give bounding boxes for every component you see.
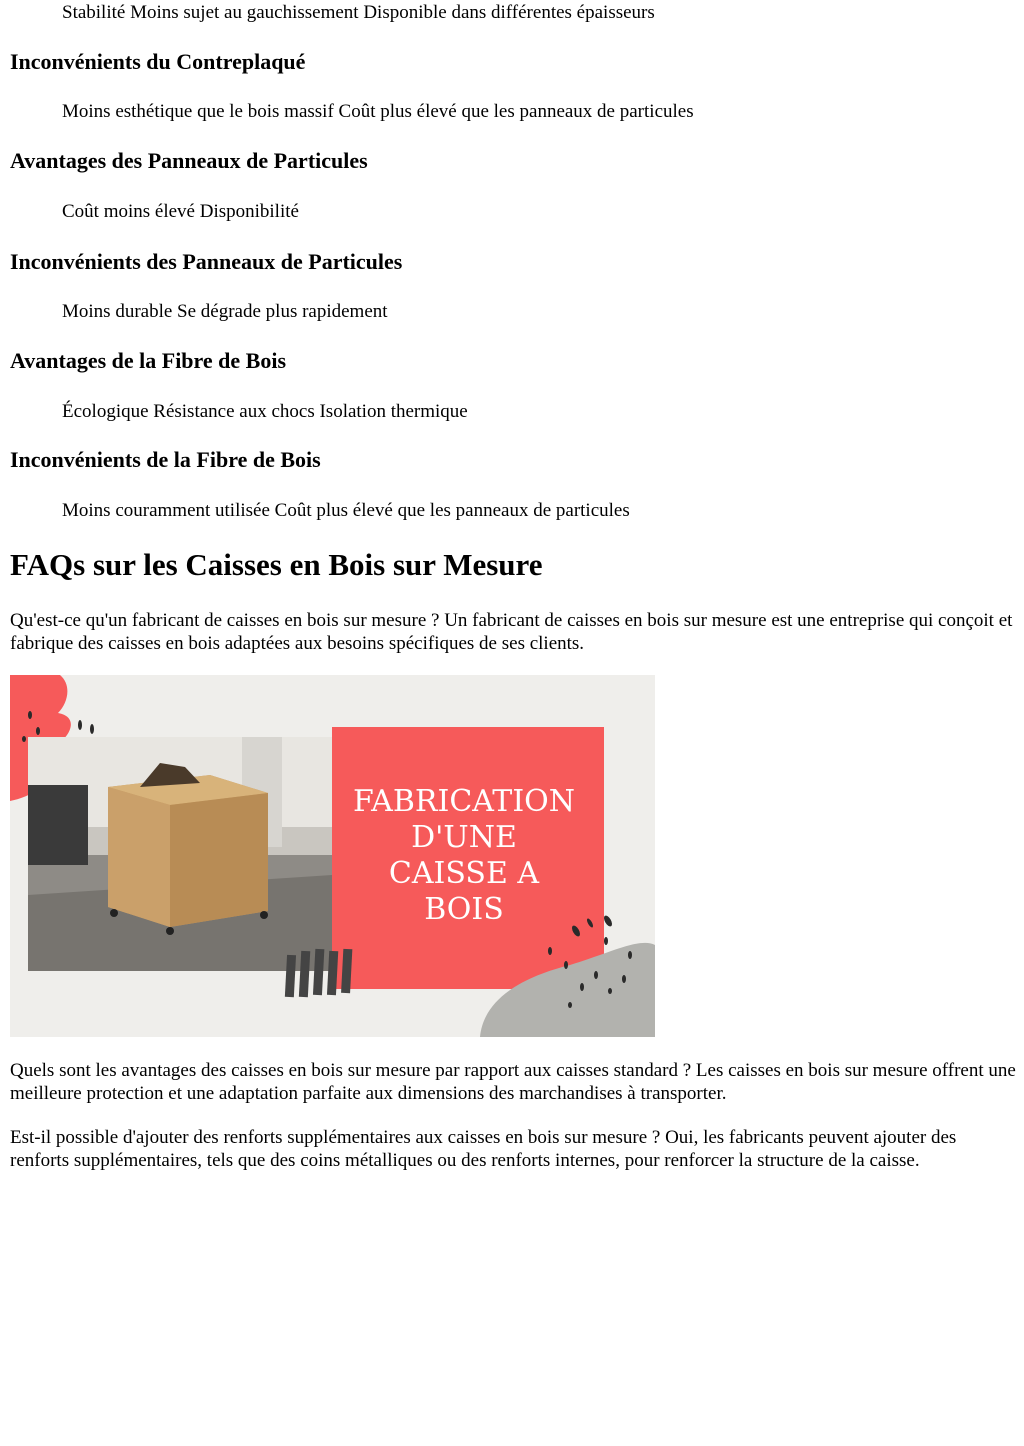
faq-question-3: Est-il possible d'ajouter des renforts supplémentaires aux caisses en bois sur mesure ? Oui, les fabricants peuvent ajouter des renforts supplémentaires, tels que des coins métalliques ou des renforts internes, pour renforcer la structure de la caisse.: [10, 1127, 957, 1171]
faq-question-1: Qu'est-ce qu'un fabricant de caisses en bois sur mesure ? Un fabricant de caisses en bois sur mesure est une entreprise qui conçoit et fabrique des caisses en bois adaptées aux besoins spécifiques de ses clients.: [10, 610, 1013, 654]
faq-question-2: Quels sont les avantages des caisses en bois sur mesure par rapport aux caisses standard ? Les caisses en bois sur mesure offrent une meilleure protection et une adaptation parfaite aux dimensions des marchandises à transporter.: [10, 1060, 1016, 1104]
section-heading: Avantages de la Fibre de Bois: [10, 348, 287, 373]
section-text: Écologique Résistance aux chocs Isolation thermique: [62, 401, 468, 422]
faq-title: FAQs sur les Caisses en Bois sur Mesure: [10, 547, 543, 582]
section-text: Moins couramment utilisée Coût plus élevé que les panneaux de particules: [62, 500, 630, 521]
banner-title-line: D'UNE: [411, 820, 517, 855]
banner-image: [10, 675, 655, 1037]
section-text: Moins esthétique que le bois massif Coût plus élevé que les panneaux de particules: [62, 101, 694, 122]
section-heading: Inconvénients des Panneaux de Particules: [10, 249, 403, 274]
banner-title-line: BOIS: [424, 892, 504, 927]
section-heading: Inconvénients de la Fibre de Bois: [10, 447, 321, 472]
section-text: Moins durable Se dégrade plus rapidement: [62, 301, 388, 322]
banner-title-line: FABRICATION: [352, 784, 576, 819]
section-text: Coût moins élevé Disponibilité: [62, 201, 299, 222]
banner-title-line: CAISSE A: [388, 856, 540, 891]
banner-illustration: [10, 675, 655, 1037]
section-heading: Inconvénients du Contreplaqué: [10, 49, 306, 74]
section-heading: Avantages des Panneaux de Particules: [10, 148, 368, 173]
crate-photo: [28, 737, 332, 971]
section-text: Stabilité Moins sujet au gauchissement Disponible dans différentes épaisseurs: [62, 2, 655, 23]
